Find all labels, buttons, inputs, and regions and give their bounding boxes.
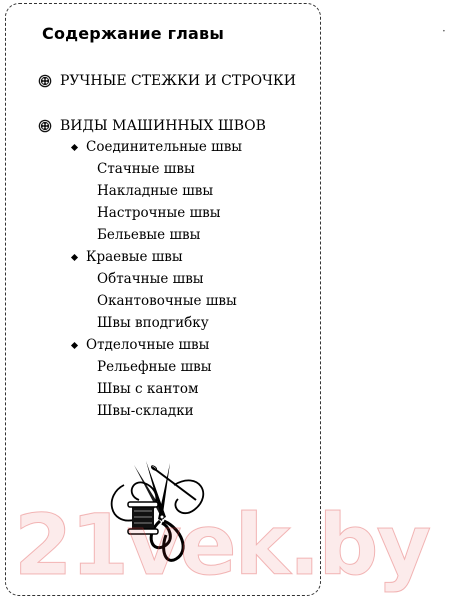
list-item: Окантовочные швы <box>97 293 237 309</box>
list-item: Настрочные швы <box>97 205 221 221</box>
group-connecting-seams <box>72 139 242 155</box>
group-label: Краевые швы <box>86 249 183 265</box>
list-item: Рельефные швы <box>97 359 212 375</box>
button-icon <box>38 74 52 88</box>
list-item: Бельевые швы <box>97 227 201 243</box>
list-item: Швы-складки <box>97 403 194 419</box>
group-finishing-seams <box>72 337 209 353</box>
group-edge-seams <box>72 249 183 265</box>
section-label: ВИДЫ МАШИННЫХ ШВОВ <box>60 118 266 134</box>
list-item: Обтачные швы <box>97 271 204 287</box>
list-item: Швы вподгибку <box>97 315 209 331</box>
section-hand-stitches <box>38 73 296 89</box>
group-label: Отделочные швы <box>86 337 210 353</box>
button-icon <box>38 119 52 133</box>
diamond-bullet-icon <box>71 143 78 150</box>
section-machine-seams <box>38 118 266 134</box>
list-item: Швы с кантом <box>97 381 199 397</box>
page-title: Содержание главы <box>42 24 225 43</box>
watermark: 21vek.by <box>14 496 430 594</box>
section-label: РУЧНЫЕ СТЕЖКИ И СТРОЧКИ <box>60 73 296 89</box>
diamond-bullet-icon <box>71 341 78 348</box>
corner-mark: · <box>442 24 446 38</box>
list-item: Накладные швы <box>97 183 214 199</box>
group-label: Соединительные швы <box>86 139 243 155</box>
diamond-bullet-icon <box>71 253 78 260</box>
list-item: Стачные швы <box>97 161 195 177</box>
